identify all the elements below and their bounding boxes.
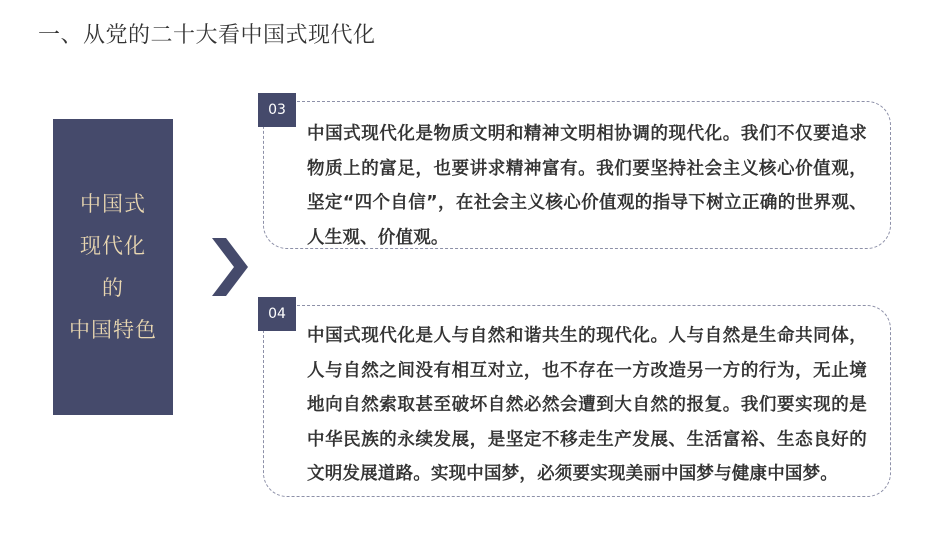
card-03-badge: 03 (258, 93, 296, 127)
card-04-text: 中国式现代化是人与自然和谐共生的现代化。人与自然是生命共同体，人与自然之间没有相互对立，也不存在一方改造另一方的行为，无止境地向自然索取甚至破坏自然必然会遭到大自然的报复。我们要实现的是中华民族的永续发展，是坚定不移走生产发展、生活富裕、生态良好的文明发展道路。实现中国梦，必须要实现美丽中国梦与健康中国梦。 (307, 326, 867, 484)
side-panel-line-3: 的 (102, 276, 124, 300)
card-03-text: 中国式现代化是物质文明和精神文明相协调的现代化。我们不仅要追求物质上的富足，也要讲求精神富有。我们要坚持社会主义核心价值观，坚定“四个自信”，在社会主义核心价值观的指导下树立正确的世界观、人生观、价值观。 (307, 124, 867, 248)
page-title: 一、从党的二十大看中国式现代化 (38, 23, 376, 48)
side-panel-line-1: 中国式 (80, 192, 146, 216)
side-panel-line-2: 现代化 (80, 234, 146, 258)
chevron-right-icon (212, 238, 248, 296)
side-panel (53, 119, 173, 415)
side-panel-line-4: 中国特色 (69, 318, 157, 342)
card-04-badge: 04 (258, 297, 296, 331)
